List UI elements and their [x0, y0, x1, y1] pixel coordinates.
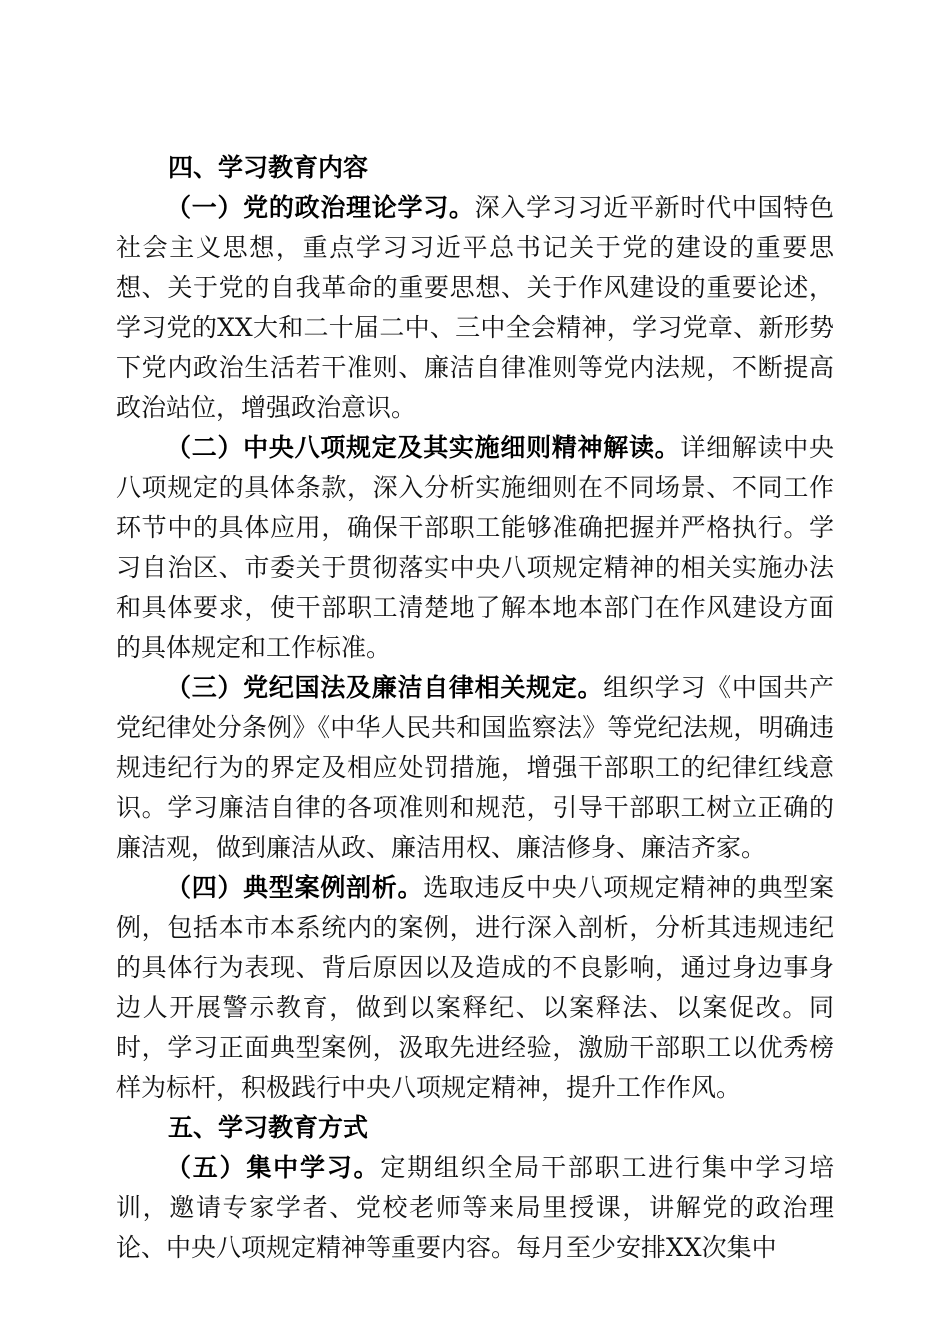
- paragraph-lead: （五）集中学习。: [166, 1153, 381, 1182]
- paragraph-4: [116, 868, 834, 1108]
- paragraph-2: [116, 428, 834, 668]
- paragraph-lead: （二）中央八项规定及其实施细则精神解读。: [166, 433, 681, 462]
- section-heading-4: 四、学习教育内容: [168, 153, 369, 182]
- paragraph-text: 深入学习习近平新时代中国特色社会主义思想，重点学习习近平总书记关于党的建设的重要思想、关于党的自我革命的重要思想、关于作风建设的重要论述，学习党的XX大和二十届二中、三中全会精神，学习党章、新形势下党内政治生活若干准则、廉洁自律准则等党内法规，不断提高政治站位，增强政治意识。: [116, 193, 834, 422]
- paragraph-text: 选取违反中央八项规定精神的典型案例，包括本市本系统内的案例，进行深入剖析，分析其违规违纪的具体行为表现、背后原因以及造成的不良影响，通过身边事身边人开展警示教育，做到以案释纪、以案释法、以案促改。同时，学习正面典型案例，汲取先进经验，激励干部职工以优秀榜样为标杆，积极践行中央八项规定精神，提升工作作风。: [116, 873, 834, 1102]
- document-body: [116, 148, 834, 1268]
- paragraph-1: [116, 188, 834, 428]
- paragraph-text: 定期组织全局干部职工进行集中学习培训，邀请专家学者、党校老师等来局里授课，讲解党的政治理论、中央八项规定精神等重要内容。每月至少安排XX次集中: [116, 1153, 834, 1262]
- paragraph-text: 组织学习《中国共产党纪律处分条例》《中华人民共和国监察法》等党纪法规，明确违规违纪行为的界定及相应处罚措施，增强干部职工的纪律红线意识。学习廉洁自律的各项准则和规范，引导干部职工树立正确的廉洁观，做到廉洁从政、廉洁用权、廉洁修身、廉洁齐家。: [116, 673, 834, 862]
- paragraph-5: [116, 1148, 834, 1268]
- paragraph-lead: （四）典型案例剖析。: [166, 873, 424, 902]
- paragraph-lead: （三）党纪国法及廉洁自律相关规定。: [166, 673, 604, 702]
- paragraph-3: [116, 668, 834, 868]
- section-heading-5: 五、学习教育方式: [168, 1113, 369, 1142]
- paragraph-text: 详细解读中央八项规定的具体条款，深入分析实施细则在不同场景、不同工作环节中的具体应用，确保干部职工能够准确把握并严格执行。学习自治区、市委关于贯彻落实中央八项规定精神的相关实施办法和具体要求，使干部职工清楚地了解本地本部门在作风建设方面的具体规定和工作标准。: [116, 433, 834, 662]
- paragraph-lead: （一）党的政治理论学习。: [166, 193, 475, 222]
